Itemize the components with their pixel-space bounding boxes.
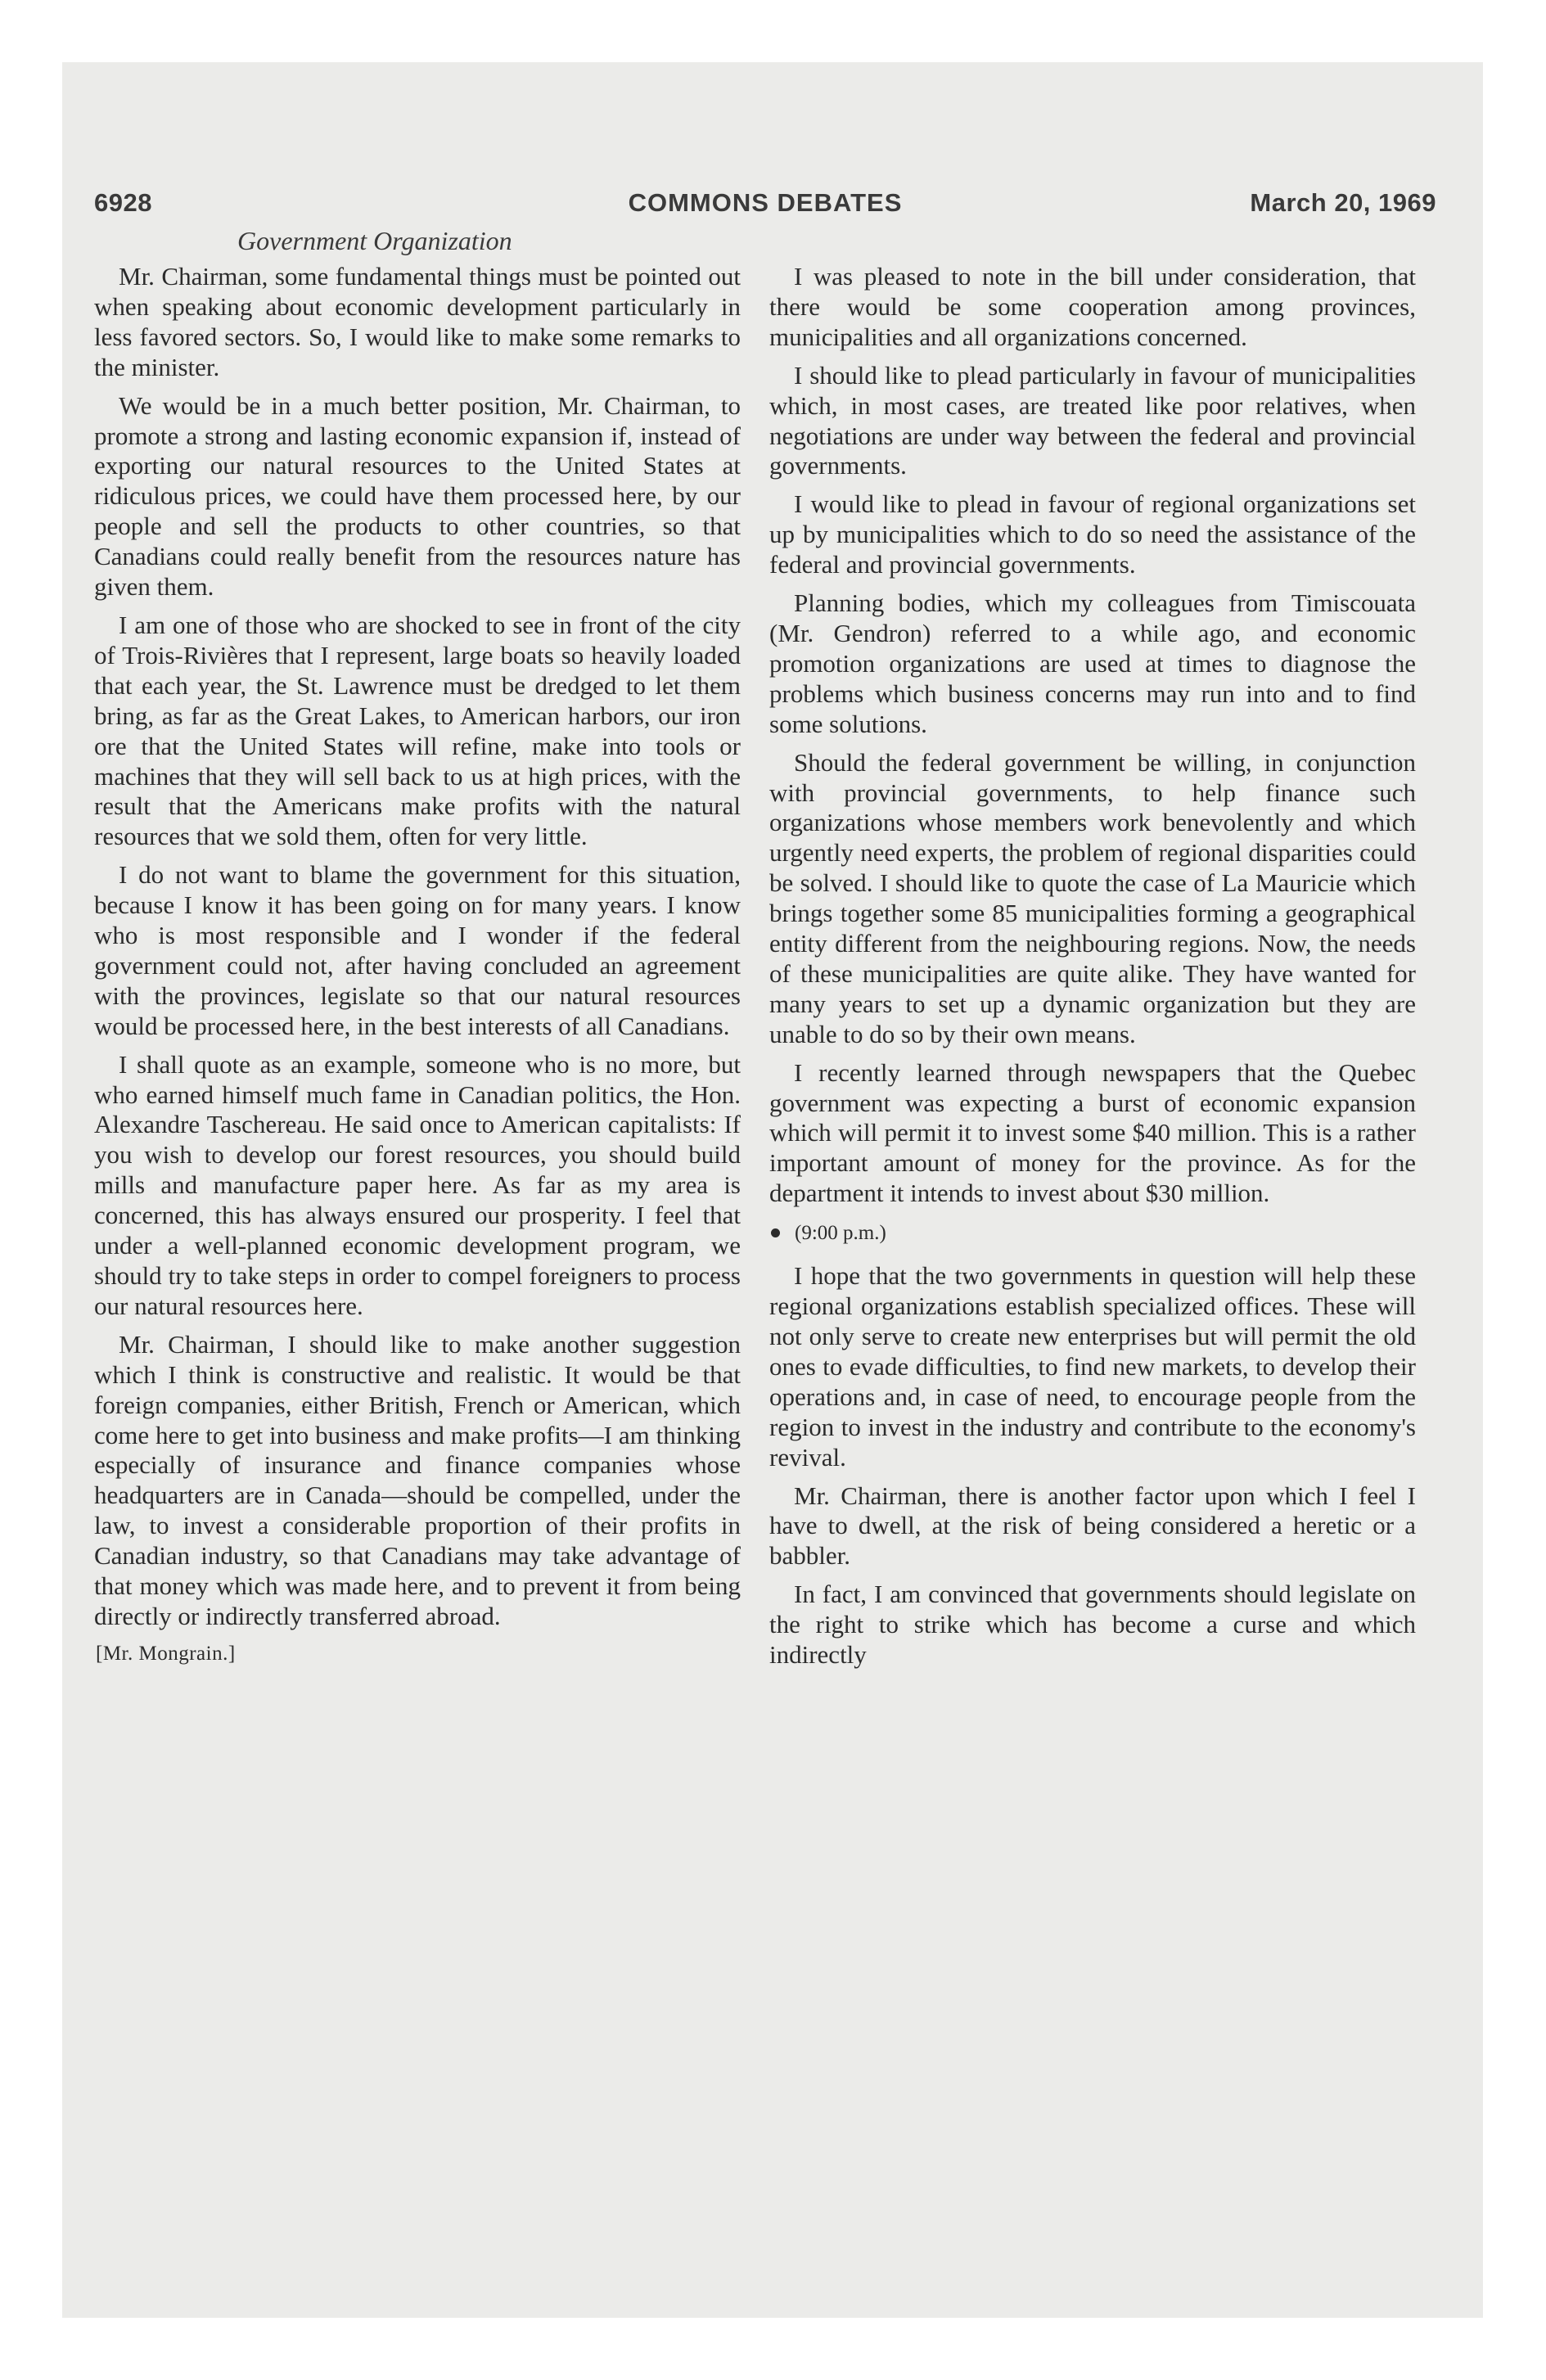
time-stamp bbox=[769, 1217, 1416, 1250]
paragraph: I would like to plead in favour of regional organizations set up by municipalities which to do so need the assistance of the federal and provincial governments. bbox=[769, 489, 1416, 579]
paragraph: I was pleased to note in the bill under consideration, that there would be some cooperation among provinces, municipalities and all organizations concerned. bbox=[769, 262, 1416, 351]
speaker-tag: [Mr. Mongrain.] bbox=[96, 1642, 236, 1665]
paragraph: Should the federal government be willing, in conjunction with provincial governments, to help finance such organizations whose members work benevolently and which urgently need experts, the problem of regional disparities could be solved. I should like to quote the case of La Mauricie which brings together some 85 municipalities forming a geographical entity different from the neighbouring regions. Now, the needs of these municipalities are quite alike. They have wanted for many years to set up a dynamic organization but they are unable to do so by their own means. bbox=[769, 747, 1416, 1048]
right-column bbox=[769, 262, 1416, 1679]
publication-title: COMMONS DEBATES bbox=[628, 188, 903, 217]
paragraph: I am one of those who are shocked to see in front of the city of Trois-Rivières that I represent, large boats so heavily loaded that each year, the St. Lawrence must be dredged to let them bring, as far as the Great Lakes, to American harbors, our iron ore that the United States will refine, make into tools or machines that they will sell back to us at high prices, with the result that the Americans make profits with the natural resources that we sold them, often for very little. bbox=[94, 610, 741, 851]
bullet-icon bbox=[771, 1228, 780, 1237]
running-head: Government Organization bbox=[237, 226, 512, 255]
paragraph: Mr. Chairman, I should like to make another suggestion which I think is constructive and realistic. It would be that foreign companies, either British, French or American, which come here to get into business and make profits—I am thinking especially of insurance and finance companies whose headquarters are in Canada—should be compelled, under the law, to invest a considerable proportion of their profits in Canadian industry, so that Canadians may take advantage of that money which was made here, and to prevent it from being directly or indirectly transferred abroad. bbox=[94, 1329, 741, 1630]
paragraph: I hope that the two governments in question will help these regional organizations establish specialized offices. These will not only serve to create new enterprises but will permit the old ones to evade difficulties, to find new markets, to develop their operations and, in case of need, to encourage people from the region to invest in the industry and contribute to the economy's revival. bbox=[769, 1261, 1416, 1472]
paragraph: I should like to plead particularly in favour of municipalities which, in most cases, are treated like poor relatives, when negotiations are under way between the federal and provincial governments. bbox=[769, 360, 1416, 480]
left-column bbox=[94, 262, 741, 1668]
paragraph: In fact, I am convinced that governments should legislate on the right to strike which has become a curse and which indirectly bbox=[769, 1580, 1416, 1670]
page-number: 6928 bbox=[94, 188, 152, 217]
time-stamp-text: (9:00 p.m.) bbox=[795, 1222, 886, 1245]
paragraph: I recently learned through newspapers that the Quebec government was expecting a burst of economic expansion which will permit it to invest some $40 million. This is a rather important amount of money for the province. As for the department it intends to invest about $30 million. bbox=[769, 1057, 1416, 1208]
paragraph: Planning bodies, which my colleagues from Timiscouata (Mr. Gendron) referred to a while ago, and economic promotion organizations are used at times to diagnose the problems which business concerns may run into and to find some solutions. bbox=[769, 588, 1416, 738]
paragraph: We would be in a much better position, Mr. Chairman, to promote a strong and lasting economic expansion if, instead of exporting our natural resources to the United States at ridiculous prices, we could have them processed here, by our people and sell the products to other countries, so that Canadians could really benefit from the resources nature has given them. bbox=[94, 390, 741, 602]
publication-date: March 20, 1969 bbox=[1250, 188, 1436, 217]
paragraph: Mr. Chairman, there is another factor upon which I feel I have to dwell, at the risk of being considered a heretic or a babbler. bbox=[769, 1481, 1416, 1571]
paragraph: I do not want to blame the government for this situation, because I know it has been going on for many years. I know who is most responsible and I wonder if the federal government could not, after having concluded an agreement with the provinces, legislate so that our natural resources would be processed here, in the best interests of all Canadians. bbox=[94, 860, 741, 1040]
page-header bbox=[94, 188, 1436, 224]
paragraph: I shall quote as an example, someone who is no more, but who earned himself much fame in Canadian politics, the Hon. Alexandre Taschereau. He said once to American capitalists: If you wish to develop our forest resources, you should build mills and manufacture paper here. As far as my area is concerned, this has always ensured our prosperity. I feel that under a well-planned economic development program, we should try to take steps in order to compel foreigners to process our natural resources here. bbox=[94, 1049, 741, 1320]
paragraph: Mr. Chairman, some fundamental things must be pointed out when speaking about economic development particularly in less favored sectors. So, I would like to make some remarks to the minister. bbox=[94, 262, 741, 381]
